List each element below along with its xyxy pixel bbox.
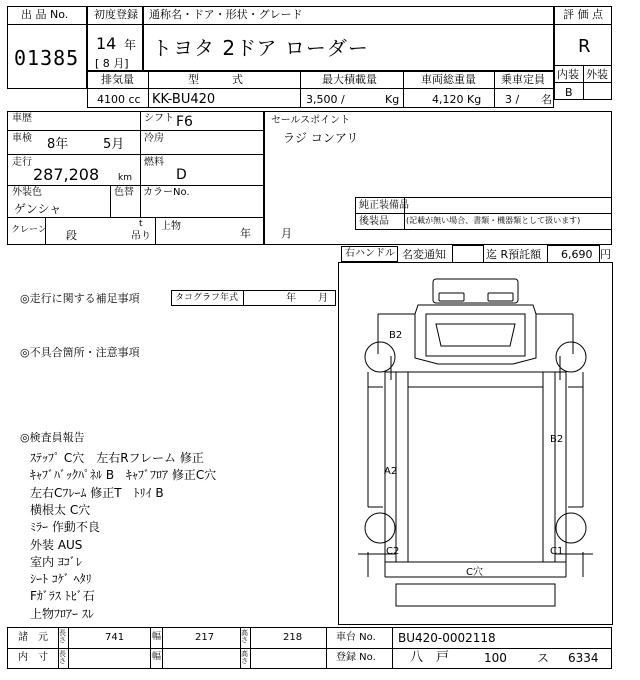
inner-height-label: 高さ xyxy=(241,650,248,665)
dims-label: 諸 元 xyxy=(18,632,48,643)
report-line: 外装 AUS xyxy=(30,537,83,552)
first-reg-year-unit: 年 xyxy=(124,38,137,52)
color-code-label: カラーNo. xyxy=(143,187,190,198)
color: ゲンシャ xyxy=(14,202,62,216)
yen: 円 xyxy=(600,248,611,261)
length-label: 長さ xyxy=(59,629,66,644)
chassis-label: 車台 No. xyxy=(336,632,376,643)
upper-year: 年 xyxy=(240,227,251,240)
mark-b2-right: B2 xyxy=(550,434,564,445)
width-label: 幅 xyxy=(152,632,162,642)
recycle-label: 迄 R預託額 xyxy=(486,248,542,261)
inner-length-label: 長さ xyxy=(59,650,66,665)
mark-c-hole-bumper: C穴 xyxy=(466,567,483,578)
retrofit-label: 後装品 xyxy=(359,216,389,227)
report-line: Fｶﾞﾗｽ ﾄﾋﾞ石 xyxy=(30,589,95,604)
mark-a2-left: A2 xyxy=(384,466,398,477)
max-load: 3,500 / xyxy=(306,93,345,106)
report-line: 上物ﾌﾛｱｰ ｽﾚ xyxy=(30,606,94,621)
name-change-label: 名変通知 xyxy=(402,248,446,261)
color-change-label: 色替 xyxy=(114,187,134,198)
sales-point-label: セールスポイント xyxy=(271,115,351,126)
shift-label: シフト xyxy=(144,113,174,124)
car-name: トヨタ 2ドア ローダー xyxy=(152,36,369,60)
mileage-label: 走行 xyxy=(12,157,32,168)
fuel: D xyxy=(176,167,187,183)
registration-number: 6334 xyxy=(568,651,599,665)
name-change-box xyxy=(452,245,484,263)
fuel-label: 燃料 xyxy=(144,157,164,168)
first-reg-month: [ 8 月] xyxy=(95,57,129,70)
report-line: 横根太 C穴 xyxy=(30,502,91,517)
driving-notes-label: ◎走行に関する補足事項 xyxy=(20,292,140,305)
aircon-label: 冷房 xyxy=(144,133,164,144)
length: 741 xyxy=(105,632,125,643)
capacity-unit: 名 xyxy=(541,93,552,106)
retrofit-note: (記載が無い場合、書類・機器類として扱います) xyxy=(406,216,581,225)
tacho-year: 年 xyxy=(286,293,296,304)
equipment-label: 純正装備品 xyxy=(359,200,409,211)
inner-dims-label: 内 寸 xyxy=(18,652,48,663)
report-line: 室内 ﾖｺﾞﾚ xyxy=(30,554,82,569)
max-load-unit: Kg xyxy=(385,93,400,106)
inspector-label: ◎検査員報告 xyxy=(20,431,85,444)
registration-label: 登録 No. xyxy=(336,652,376,663)
model: KK-BU420 xyxy=(152,92,216,107)
crane-hoist: 吊り xyxy=(131,231,151,242)
width: 217 xyxy=(195,632,215,643)
history-label: 車歴 xyxy=(12,113,32,124)
report-line: ｷｬﾌﾞﾊﾞｯｸﾊﾟﾈﾙ B ｷｬﾌﾞﾌﾛｱ 修正C穴 xyxy=(30,468,217,483)
max-load-label: 最大積載量 xyxy=(322,73,377,86)
lot-number: 01385 xyxy=(14,46,80,70)
first-reg-label: 初度登録 xyxy=(94,8,138,21)
crane-stage: 段 xyxy=(66,229,77,242)
crane-label: クレーン xyxy=(11,225,47,235)
tacho-month: 月 xyxy=(318,293,328,304)
chassis-number: BU420-0002118 xyxy=(398,631,496,645)
shift: F6 xyxy=(176,114,193,130)
capacity-label: 乗車定員 xyxy=(501,73,545,86)
mark-c1-rear-right: C1 xyxy=(550,546,564,557)
height: 218 xyxy=(283,632,303,643)
sales-point: ラジ コンアリ xyxy=(283,131,359,145)
report-line: 左右Cﾌﾚｰﾑ 修正T ﾄﾘｲ B xyxy=(30,485,164,500)
mileage-unit: km xyxy=(118,173,132,183)
upper-label: 上物 xyxy=(161,221,181,232)
displacement-label: 排気量 xyxy=(101,73,134,86)
truck-diagram xyxy=(338,262,613,625)
registration-kana: ス xyxy=(537,651,550,665)
overall-score: R xyxy=(578,36,591,57)
displacement: 4100 cc xyxy=(97,93,141,106)
inspection-month: 5月 xyxy=(103,137,125,152)
inner-width-label: 幅 xyxy=(152,652,162,662)
defects-label: ◎不具合箇所・注意事項 xyxy=(20,346,140,359)
inspection-year: 8年 xyxy=(47,137,69,152)
gross-weight: 4,120 Kg xyxy=(432,93,482,106)
report-line: ｼｰﾄ ｺｹﾞ ﾍﾀﾘ xyxy=(30,572,92,587)
report-line: ｽﾃｯﾌﾟ C穴 左右Rフレーム 修正 xyxy=(30,451,204,465)
height-label: 高さ xyxy=(241,629,248,644)
registration-area: 八 戸 xyxy=(410,650,450,665)
score-label: 評 価 点 xyxy=(563,8,603,21)
gross-weight-label: 車両総重量 xyxy=(421,73,476,86)
mileage: 287,208 xyxy=(33,165,100,184)
interior-grade: B xyxy=(565,86,573,99)
interior-label: 内装 xyxy=(557,68,579,81)
tacho-label: タコグラフ年式 xyxy=(175,293,239,303)
car-name-label: 通称名・ドア・形状・グレード xyxy=(149,8,303,21)
first-reg-year: 14 xyxy=(96,34,117,53)
recycle-value: 6,690 xyxy=(561,248,593,261)
exterior-label: 外装 xyxy=(586,68,608,81)
crane-ton: t xyxy=(139,219,143,229)
registration-class: 100 xyxy=(484,651,507,665)
color-label: 外装色 xyxy=(12,187,42,198)
mark-c2-rear-left: C2 xyxy=(386,546,400,557)
upper-month: 月 xyxy=(281,227,292,240)
rhd: 右ハンドル xyxy=(345,248,395,259)
lot-label: 出 品 No. xyxy=(21,8,69,21)
mark-b2-cab: B2 xyxy=(389,330,403,341)
inspection-label: 車検 xyxy=(12,133,32,144)
report-line: ﾐﾗｰ 作動不良 xyxy=(30,520,100,535)
model-label: 型 式 xyxy=(188,73,243,86)
capacity: 3 / xyxy=(505,93,520,106)
